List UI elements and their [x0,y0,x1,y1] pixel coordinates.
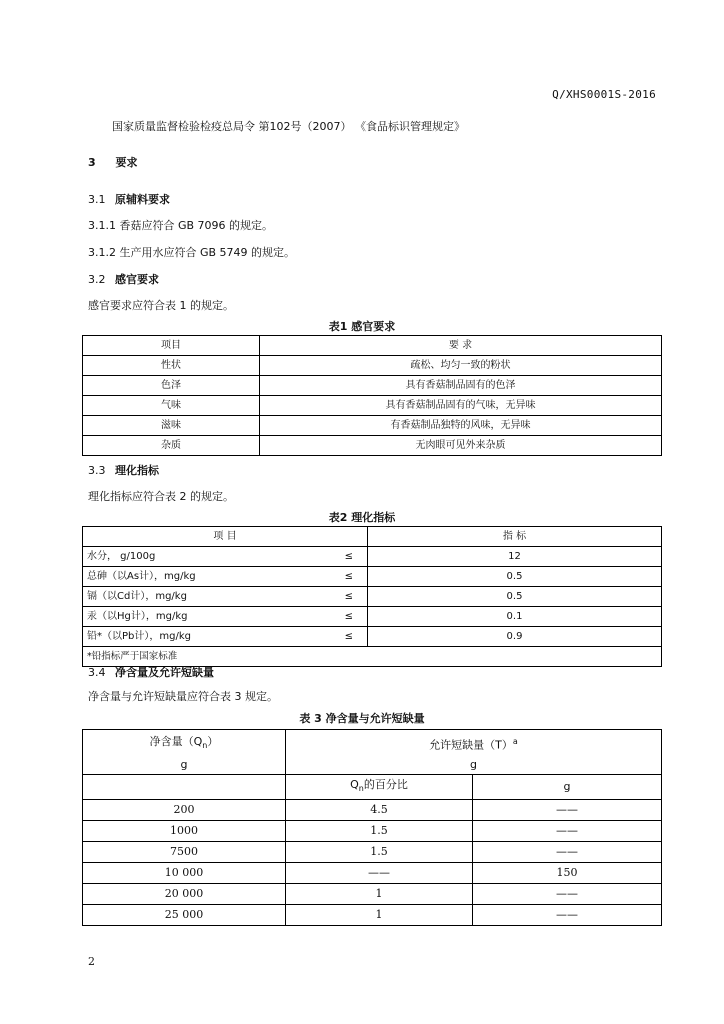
table-cell: —— [473,905,662,926]
header-cell-net-content [83,730,286,775]
section-3-2-heading [88,273,159,287]
table-cell: 12 [368,547,662,567]
table-cell [83,627,368,647]
subheader-cell-g: g [473,775,662,800]
section-number: 3 [88,156,96,169]
table-cell: 1000 [83,821,286,842]
section-number: 3.3 [88,464,106,477]
item-label: 总砷（以As计），mg/kg [87,571,196,582]
table-note-row [83,647,662,667]
table1-sensory-requirements [82,335,662,456]
page-number: 2 [88,955,95,968]
header-cell-allowance [286,730,662,775]
table-header-row [83,730,662,775]
table1-caption: 表1 感官要求 [328,320,396,333]
table3-caption: 表 3 净含量与允许短缺量 [299,712,425,725]
clause-3-1-2: 3.1.2 生产用水应符合 GB 5749 的规定。 [88,246,296,259]
table-cell: 疏松、均匀一致的粉状 [260,356,662,376]
table-note: *铅指标严于国家标准 [83,647,662,667]
table-cell: —— [473,800,662,821]
clause-3-1-1: 3.1.1 香菇应符合 GB 7096 的规定。 [88,219,274,232]
header-label: 净含量（Q [149,735,203,748]
table-row [83,356,662,376]
table-subheader-row [83,775,662,800]
table-cell: —— [473,842,662,863]
table-row [83,800,662,821]
table-cell: 具有香菇制品固有的气味，无异味 [260,396,662,416]
section-number: 3.1 [88,193,106,206]
table-cell: 1 [286,884,473,905]
table-cell: 1.5 [286,842,473,863]
section-title: 净含量及允许短缺量 [115,666,214,679]
section-3-3-heading [88,464,159,478]
table-cell: 0.5 [368,567,662,587]
table-cell: 色泽 [83,376,260,396]
header-cell: 项 目 [83,527,368,547]
header-label: 允许短缺量（T） [429,738,513,752]
reference-line: 国家质量监督检验检疫总局令 第102号（2007） 《食品标识管理规定》 [112,120,465,133]
table-cell [83,547,368,567]
table-cell: 7500 [83,842,286,863]
table-header-row [83,527,662,547]
superscript: a [512,737,518,747]
table-header-row [83,336,662,356]
table-cell: 4.5 [286,800,473,821]
section-number: 3.4 [88,666,106,679]
table-cell: 0.1 [368,607,662,627]
section-3-2-text: 感官要求应符合表 1 的规定。 [88,299,234,312]
table-cell: 20 000 [83,884,286,905]
header-cell: 指 标 [368,527,662,547]
table-row [83,587,662,607]
table-cell: 0.9 [368,627,662,647]
table-cell: 有香菇制品独特的风味，无异味 [260,416,662,436]
section-3-4-text: 净含量与允许短缺量应符合表 3 规定。 [88,690,278,703]
table-cell [83,567,368,587]
subscript: n [358,784,364,794]
table-cell: 25 000 [83,905,286,926]
section-3-1-heading [88,193,170,207]
table-row [83,905,662,926]
table-cell: 性状 [83,356,260,376]
table-cell: 1 [286,905,473,926]
table-cell: 10 000 [83,863,286,884]
operator: ≤ [344,611,353,622]
table2-physicochemical-indicators [82,526,662,667]
table-row [83,627,662,647]
header-unit: g [470,757,477,771]
operator: ≤ [344,591,353,602]
operator: ≤ [344,551,353,562]
section-title: 要求 [115,156,138,169]
table-cell: 0.5 [368,587,662,607]
subheader-label-tail: 的百分比 [363,778,408,792]
section-title: 理化指标 [115,464,159,477]
subheader-label: Q [350,778,359,792]
table-cell: —— [473,821,662,842]
table-row [83,607,662,627]
header-cell: 要 求 [260,336,662,356]
header-label-close: ） [207,735,219,748]
table-row [83,547,662,567]
table-cell: —— [286,863,473,884]
section-title: 原辅料要求 [115,193,170,206]
header-cell: 项目 [83,336,260,356]
table-row [83,567,662,587]
item-label: 汞（以Hg计），mg/kg [87,611,188,622]
table-cell: —— [473,884,662,905]
table-row [83,821,662,842]
table-row [83,884,662,905]
table-cell: 1.5 [286,821,473,842]
table-row [83,416,662,436]
table-cell: 杂质 [83,436,260,456]
table-cell: 具有香菇制品固有的色泽 [260,376,662,396]
table-cell: 150 [473,863,662,884]
table-row [83,376,662,396]
section-number: 3.2 [88,273,106,286]
table3-net-content-tolerance [82,729,662,926]
section-3-3-text: 理化指标应符合表 2 的规定。 [88,490,234,503]
subscript: n [202,741,208,751]
table-cell: 气味 [83,396,260,416]
item-label: 镉（以Cd计），mg/kg [87,591,187,602]
table-row [83,436,662,456]
item-label: 水分， g/100g [87,551,156,562]
table-cell: 无肉眼可见外来杂质 [260,436,662,456]
table-row [83,863,662,884]
operator: ≤ [344,631,353,642]
subheader-cell-percent [286,775,473,800]
table-cell [83,607,368,627]
empty-cell [83,775,286,800]
table-row [83,842,662,863]
table2-caption: 表2 理化指标 [328,511,396,524]
header-unit: g [180,758,188,772]
section-3-heading [88,156,138,170]
document-id: Q/XHS0001S-2016 [552,88,656,101]
table-cell [83,587,368,607]
table-cell: 滋味 [83,416,260,436]
item-label: 铅*（以Pb计），mg/kg [87,631,191,642]
table-cell: 200 [83,800,286,821]
section-3-4-heading [88,666,214,680]
operator: ≤ [344,571,353,582]
table-row [83,396,662,416]
section-title: 感官要求 [115,273,159,286]
